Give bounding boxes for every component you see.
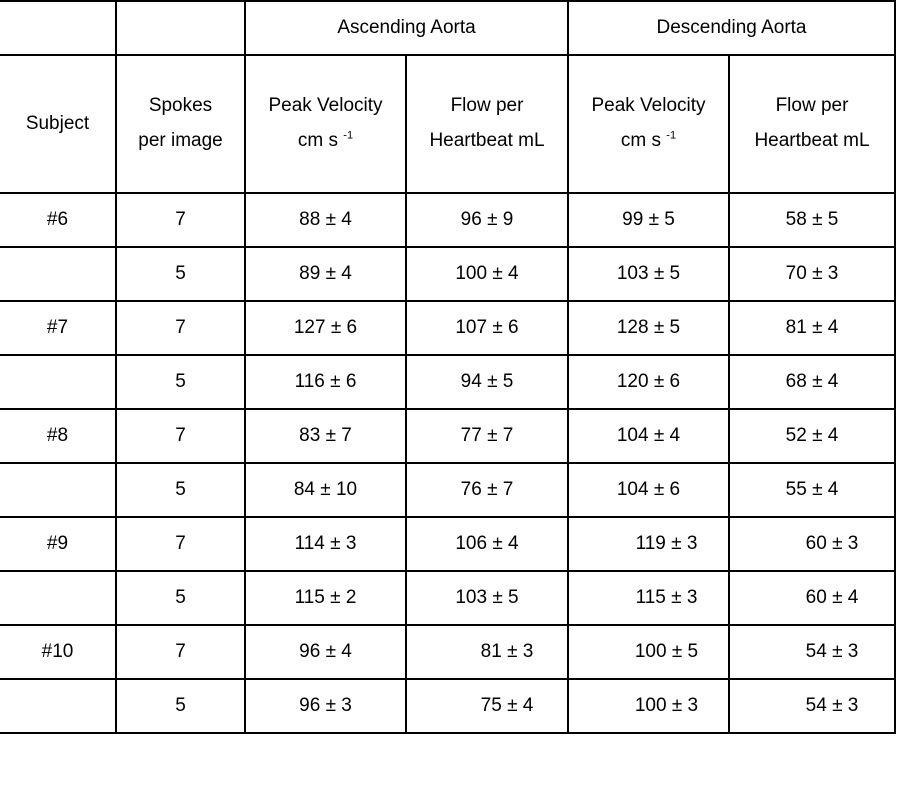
col-header-subject: Subject: [0, 55, 116, 193]
cell-desc-peak-velocity: 104 ± 4: [568, 409, 729, 463]
col-header-flow-line2: Heartbeat mL: [754, 130, 870, 151]
cell-spokes: 5: [116, 355, 245, 409]
cell-spokes: 7: [116, 193, 245, 247]
group-header-ascending: Ascending Aorta: [245, 1, 568, 55]
cell-desc-flow: 68 ± 4: [729, 355, 895, 409]
col-header-desc-flow: [729, 55, 895, 193]
cell-desc-flow: 60 ± 3: [729, 517, 895, 571]
col-header-flow-line1: Flow per: [450, 95, 524, 117]
cell-asc-peak-velocity: 96 ± 4: [245, 625, 406, 679]
cell-desc-peak-velocity: 119 ± 3: [568, 517, 729, 571]
cell-asc-flow: 94 ± 5: [406, 355, 568, 409]
cell-desc-flow: 70 ± 3: [729, 247, 895, 301]
cell-subject: [0, 679, 116, 733]
group-header-descending: Descending Aorta: [568, 1, 895, 55]
cell-subject: #7: [0, 301, 116, 355]
cell-subject: [0, 463, 116, 517]
table-row: [0, 193, 895, 247]
column-header-row: [0, 55, 895, 193]
cell-asc-flow: 76 ± 7: [406, 463, 568, 517]
cell-desc-peak-velocity: 120 ± 6: [568, 355, 729, 409]
cell-spokes: 5: [116, 247, 245, 301]
cell-spokes: 7: [116, 517, 245, 571]
cell-desc-flow: 52 ± 4: [729, 409, 895, 463]
cell-subject: [0, 355, 116, 409]
unit-exponent: -1: [343, 129, 354, 142]
cell-desc-peak-velocity: 103 ± 5: [568, 247, 729, 301]
unit-exponent: -1: [666, 129, 677, 142]
cell-spokes: 7: [116, 625, 245, 679]
cell-asc-peak-velocity: 115 ± 2: [245, 571, 406, 625]
cell-asc-peak-velocity: 116 ± 6: [245, 355, 406, 409]
empty-header-cell: [116, 1, 245, 55]
cell-desc-flow: 81 ± 4: [729, 301, 895, 355]
table-row: [0, 679, 895, 733]
cell-spokes: 5: [116, 463, 245, 517]
cell-desc-peak-velocity: 100 ± 5: [568, 625, 729, 679]
cell-asc-flow: 107 ± 6: [406, 301, 568, 355]
col-header-spokes-line1: Spokes: [148, 95, 213, 117]
col-header-flow-line2: Heartbeat mL: [429, 130, 545, 151]
cell-asc-flow: 100 ± 4: [406, 247, 568, 301]
table-row: [0, 247, 895, 301]
cell-asc-peak-velocity: 88 ± 4: [245, 193, 406, 247]
cell-desc-peak-velocity: 128 ± 5: [568, 301, 729, 355]
cell-asc-peak-velocity: 83 ± 7: [245, 409, 406, 463]
col-header-spokes: [116, 55, 245, 193]
table-row: [0, 355, 895, 409]
col-header-flow-line1: Flow per: [775, 95, 849, 117]
cell-subject: #10: [0, 625, 116, 679]
table-row: [0, 517, 895, 571]
table-row: [0, 571, 895, 625]
cell-asc-flow: 75 ± 4: [406, 679, 568, 733]
cell-spokes: 5: [116, 679, 245, 733]
col-header-peak-velocity-line1: Peak Velocity: [591, 95, 706, 117]
cell-subject: [0, 571, 116, 625]
cell-spokes: 7: [116, 409, 245, 463]
cell-asc-peak-velocity: 96 ± 3: [245, 679, 406, 733]
empty-header-cell: [0, 1, 116, 55]
cell-desc-flow: 60 ± 4: [729, 571, 895, 625]
cell-asc-flow: 96 ± 9: [406, 193, 568, 247]
cell-asc-flow: 77 ± 7: [406, 409, 568, 463]
group-header-row: [0, 1, 895, 55]
unit-base: cm s: [297, 130, 339, 151]
cell-subject: #9: [0, 517, 116, 571]
table-row: [0, 463, 895, 517]
cell-desc-flow: 58 ± 5: [729, 193, 895, 247]
cell-desc-flow: 55 ± 4: [729, 463, 895, 517]
cell-asc-peak-velocity: 127 ± 6: [245, 301, 406, 355]
cell-asc-flow: 81 ± 3: [406, 625, 568, 679]
col-header-desc-peak-velocity: [568, 55, 729, 193]
cell-desc-peak-velocity: 104 ± 6: [568, 463, 729, 517]
cell-asc-peak-velocity: 89 ± 4: [245, 247, 406, 301]
col-header-asc-flow: [406, 55, 568, 193]
col-header-peak-velocity-unit: [246, 130, 405, 153]
cell-desc-flow: 54 ± 3: [729, 679, 895, 733]
cell-asc-peak-velocity: 114 ± 3: [245, 517, 406, 571]
cell-spokes: 7: [116, 301, 245, 355]
cell-spokes: 5: [116, 571, 245, 625]
cell-asc-flow: 103 ± 5: [406, 571, 568, 625]
table-row: [0, 625, 895, 679]
col-header-peak-velocity-line1: Peak Velocity: [268, 95, 383, 117]
cell-desc-flow: 54 ± 3: [729, 625, 895, 679]
cell-subject: #8: [0, 409, 116, 463]
cell-desc-peak-velocity: 100 ± 3: [568, 679, 729, 733]
table-row: [0, 409, 895, 463]
cell-desc-peak-velocity: 99 ± 5: [568, 193, 729, 247]
cell-asc-flow: 106 ± 4: [406, 517, 568, 571]
col-header-spokes-line2: per image: [138, 130, 223, 151]
cell-subject: #6: [0, 193, 116, 247]
cell-asc-peak-velocity: 84 ± 10: [245, 463, 406, 517]
cell-desc-peak-velocity: 115 ± 3: [568, 571, 729, 625]
col-header-asc-peak-velocity: [245, 55, 406, 193]
table-row: [0, 301, 895, 355]
col-header-peak-velocity-unit: [569, 130, 728, 153]
unit-base: cm s: [620, 130, 662, 151]
cell-subject: [0, 247, 116, 301]
